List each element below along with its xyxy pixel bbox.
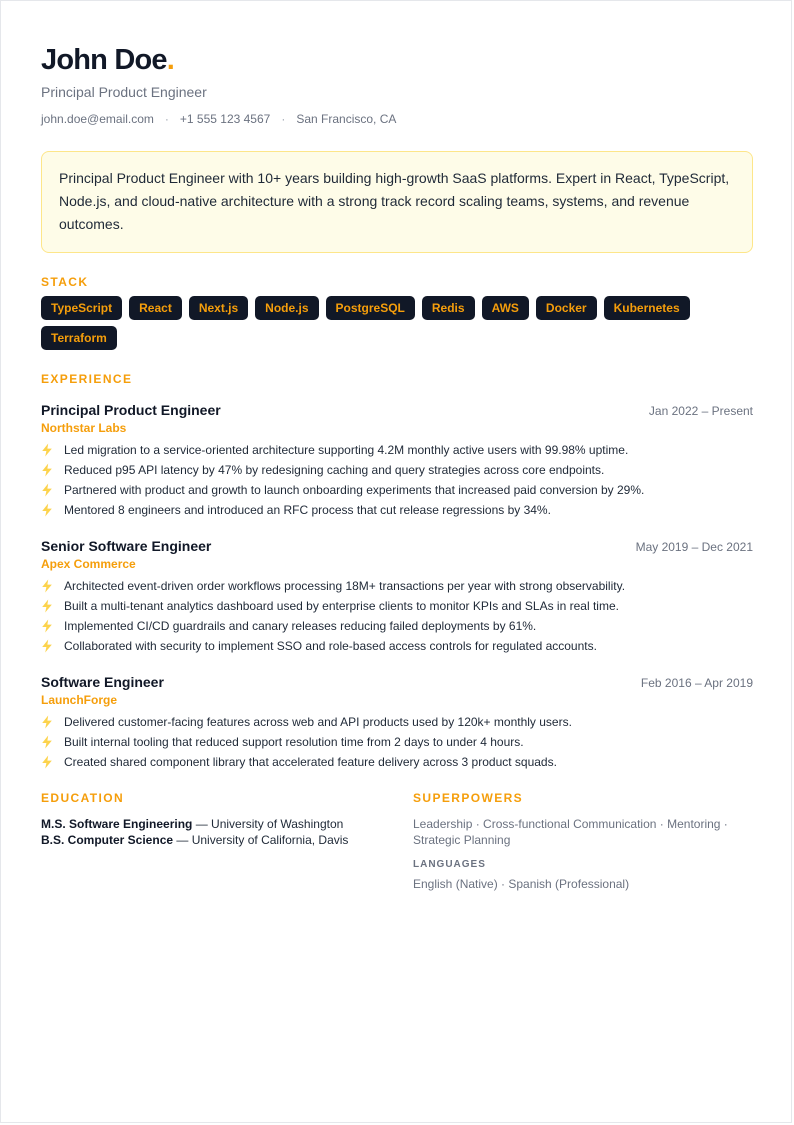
job-role: Senior Software Engineer: [41, 538, 212, 554]
bullet-text: Architected event-driven order workflows processing 18M+ transactions per year with strong observability.: [64, 579, 626, 593]
lightning-icon: [41, 596, 64, 616]
languages-heading: LANGUAGES: [413, 859, 486, 870]
job-bullets: [41, 712, 753, 772]
lightning-icon: [41, 732, 64, 752]
job-company: Apex Commerce: [41, 557, 136, 571]
email-link[interactable]: john.doe@email.com: [41, 112, 154, 126]
stack-chip: Next.js: [189, 296, 248, 320]
job-bullet: [41, 616, 753, 636]
bottom-columns: [41, 790, 753, 892]
bullet-text: Delivered customer-facing features across web and API products used by 120k+ monthly users.: [64, 715, 572, 729]
job-company: Northstar Labs: [41, 421, 127, 435]
bullet-text: Mentored 8 engineers and introduced an RFC process that cut release regressions by 34%.: [64, 503, 551, 517]
contact-separator: ·: [281, 112, 286, 126]
candidate-title: Principal Product Engineer: [41, 84, 207, 100]
lightning-icon: [41, 500, 64, 520]
bullet-text: Partnered with product and growth to launch onboarding experiments that increased paid conversion by 29%.: [64, 483, 645, 497]
stack-heading: STACK: [41, 275, 89, 289]
stack-chip: Terraform: [41, 326, 117, 350]
bullet-text: Built a multi-tenant analytics dashboard used by enterprise clients to monitor KPIs and SLAs in real time.: [64, 599, 619, 613]
stack-chip: Docker: [536, 296, 597, 320]
stack-chip: Kubernetes: [604, 296, 690, 320]
resume-content: [41, 41, 753, 892]
job-role: Principal Product Engineer: [41, 402, 221, 418]
job-bullet: [41, 596, 753, 616]
job-header: [41, 673, 753, 691]
job-entry: [41, 401, 753, 520]
lightning-icon: [41, 636, 64, 656]
job-role: Software Engineer: [41, 674, 164, 690]
job-header: [41, 401, 753, 419]
job-dates: May 2019 – Dec 2021: [635, 540, 753, 554]
bullet-text: Built internal tooling that reduced support resolution time from 2 days to under 4 hours.: [64, 735, 524, 749]
candidate-name: [41, 41, 753, 79]
stack-chip: TypeScript: [41, 296, 122, 320]
job-bullet: [41, 500, 753, 520]
name-accent-dot: .: [166, 44, 174, 76]
stack-chip: Redis: [422, 296, 475, 320]
education-school: — University of Washington: [192, 817, 344, 831]
stack-chip: PostgreSQL: [326, 296, 415, 320]
stack-chip: React: [129, 296, 182, 320]
phone-link[interactable]: +1 555 123 4567: [179, 112, 271, 126]
job-bullet: [41, 576, 753, 596]
experience-list: [41, 401, 753, 772]
lightning-icon: [41, 440, 64, 460]
summary-box: Principal Product Engineer with 10+ years building high-growth SaaS platforms. Expert in React, TypeScript, Node.js, and cloud-native architecture with a strong track record scaling teams, systems, and revenue outcomes.: [41, 151, 753, 253]
job-bullet: [41, 712, 753, 732]
job-header: [41, 537, 753, 555]
education-list: [41, 816, 413, 848]
languages-text: English (Native) · Spanish (Professional): [413, 877, 630, 891]
education-degree: B.S. Computer Science: [41, 833, 174, 847]
job-bullets: [41, 440, 753, 520]
experience-heading: EXPERIENCE: [41, 372, 133, 386]
lightning-icon: [41, 752, 64, 772]
bullet-text: Created shared component library that accelerated feature delivery across 3 product squads.: [64, 755, 557, 769]
superpowers-column: [413, 790, 753, 892]
name-text: John Doe: [41, 44, 167, 76]
lightning-icon: [41, 480, 64, 500]
contact-separator: ·: [164, 112, 169, 126]
job-company: LaunchForge: [41, 693, 118, 707]
education-heading: EDUCATION: [41, 791, 125, 805]
stack-chips: [41, 296, 741, 350]
job-bullet: [41, 440, 753, 460]
job-entry: [41, 673, 753, 772]
job-dates: Feb 2016 – Apr 2019: [640, 676, 753, 690]
job-dates: Jan 2022 – Present: [648, 404, 753, 418]
job-bullet: [41, 752, 753, 772]
superpowers-text: Leadership · Cross-functional Communication · Mentoring · Strategic Planning: [413, 817, 728, 847]
location-text: San Francisco, CA: [296, 112, 397, 126]
lightning-icon: [41, 576, 64, 596]
job-bullets: [41, 576, 753, 656]
education-item: [41, 816, 413, 832]
education-item: [41, 832, 413, 848]
bullet-text: Collaborated with security to implement SSO and role-based access controls for regulated accounts.: [64, 639, 597, 653]
lightning-icon: [41, 712, 64, 732]
education-degree: M.S. Software Engineering: [41, 817, 193, 831]
bullet-text: Led migration to a service-oriented architecture supporting 4.2M monthly active users with 99.98% uptime.: [64, 443, 629, 457]
job-bullet: [41, 732, 753, 752]
stack-chip: Node.js: [255, 296, 318, 320]
lightning-icon: [41, 616, 64, 636]
education-school: — University of California, Davis: [173, 833, 349, 847]
lightning-icon: [41, 460, 64, 480]
job-entry: [41, 537, 753, 656]
contact-line: [41, 111, 753, 127]
stack-chip: AWS: [482, 296, 529, 320]
job-bullet: [41, 636, 753, 656]
superpowers-heading: SUPERPOWERS: [413, 791, 524, 805]
bullet-text: Implemented CI/CD guardrails and canary releases reducing failed deployments by 61%.: [64, 619, 537, 633]
job-bullet: [41, 480, 753, 500]
bullet-text: Reduced p95 API latency by 47% by redesigning caching and query strategies across core endpoints.: [64, 463, 605, 477]
job-bullet: [41, 460, 753, 480]
education-column: [41, 790, 413, 892]
